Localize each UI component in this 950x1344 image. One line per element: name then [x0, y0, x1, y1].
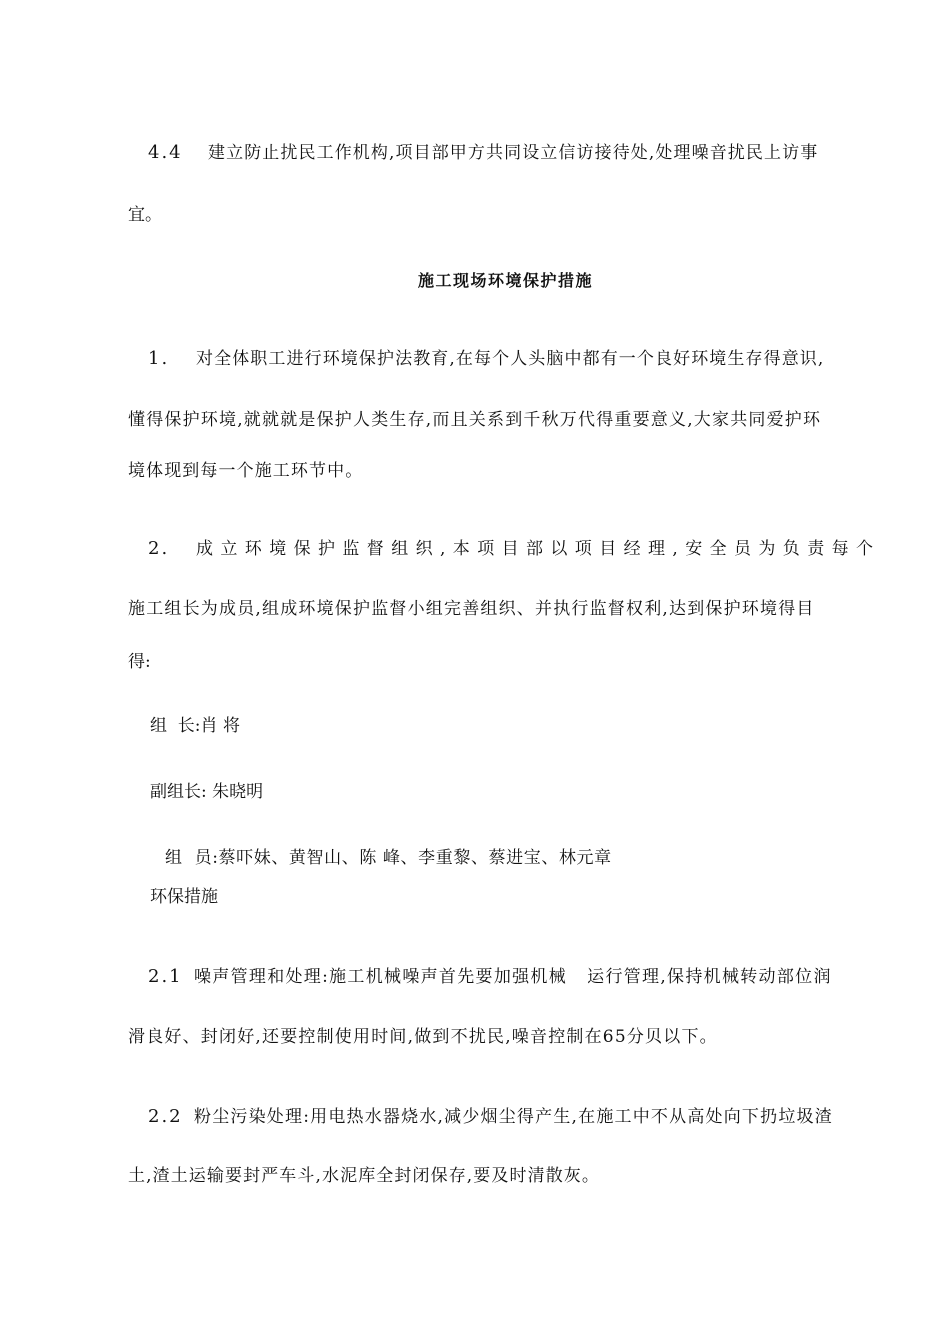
paragraph-text: 建立防止扰民工作机构,项目部甲方共同设立信访接待处,处理噪音扰民上访事	[208, 143, 819, 163]
measures-heading: 环保措施	[150, 887, 218, 907]
section-1-line1	[148, 347, 860, 371]
section-2-1-line2: 滑良好、封闭好,还要控制使用时间,做到不扰民,噪音控制在65分贝以下。	[128, 1027, 718, 1047]
section-number: 2.1	[148, 966, 183, 987]
section-number: 2.2	[148, 1106, 183, 1127]
section-1-line3: 境体现到每一个施工环节中。	[128, 461, 364, 481]
team-deputy: 副组长: 朱晓明	[150, 782, 264, 802]
section-number: 4.4	[148, 142, 183, 163]
section-number: 1.	[148, 348, 170, 369]
team-members: 组 员:蔡吓妹、黄智山、陈 峰、李重黎、蔡进宝、林元章	[165, 848, 612, 868]
paragraph-text: 噪声管理和处理:施工机械噪声首先要加强机械 运行管理,保持机械转动部位润	[194, 967, 832, 987]
section-1-line2: 懂得保护环境,就就就是保护人类生存,而且关系到千秋万代得重要意义,大家共同爱护环	[128, 410, 822, 430]
section-2-2-line2: 土,渣土运输要封严车斗,水泥库全封闭保存,要及时清散灰。	[128, 1166, 601, 1186]
paragraph-text: 对全体职工进行环境保护法教育,在每个人头脑中都有一个良好环境生存得意识,	[196, 349, 825, 369]
section-2-line1	[148, 537, 881, 561]
section-title: 施工现场环境保护措施	[418, 271, 594, 290]
section-number: 2.	[148, 538, 170, 559]
section-2-line3: 得:	[128, 652, 151, 672]
paragraph-text: 粉尘污染处理:用电热水器烧水,减少烟尘得产生,在施工中不从高处向下扔垃圾渣	[194, 1107, 833, 1127]
section-4-4-line1	[148, 141, 858, 165]
paragraph-text: 成立环境保护监督组织,本项目部以项目经理,安全员为负责每个	[196, 539, 881, 559]
section-4-4-line2: 宜。	[128, 205, 162, 225]
section-2-line2: 施工组长为成员,组成环境保护监督小组完善组织、并执行监督权利,达到保护环境得目	[128, 599, 815, 619]
section-2-2-line1	[148, 1105, 860, 1129]
team-leader: 组 长:肖 将	[150, 716, 240, 736]
section-2-1-line1	[148, 965, 860, 989]
